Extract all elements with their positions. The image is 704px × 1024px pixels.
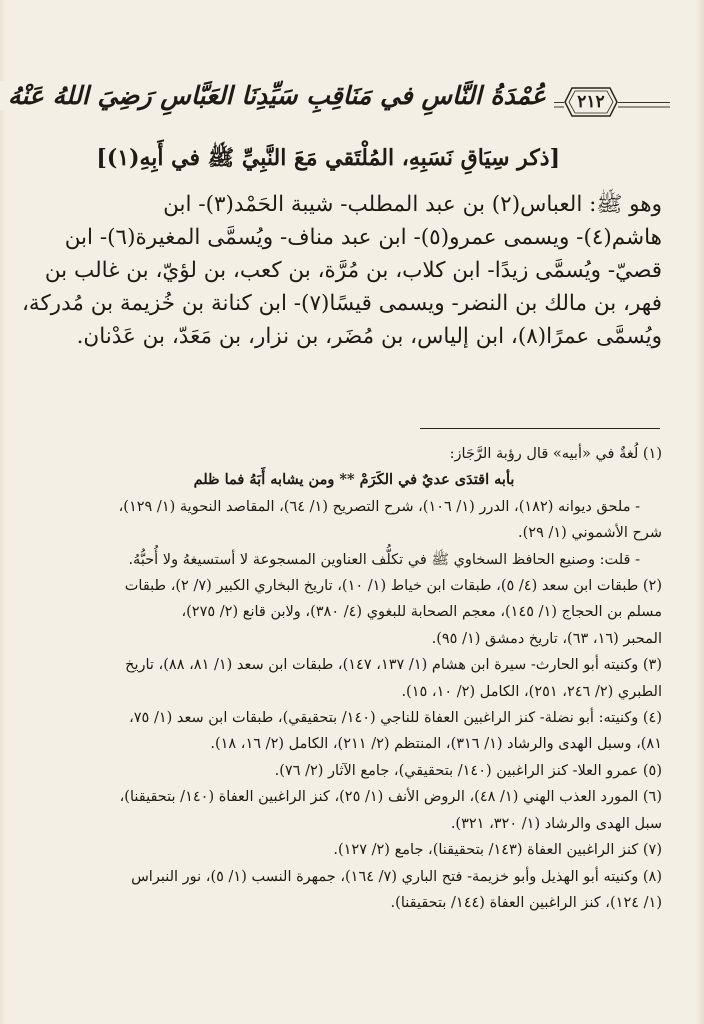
running-title: عُمْدَةُ النَّاسِ في مَنَاقِبِ سَيِّدِنَا العَبَّاسِ رَضِيَ اللهُ عَنْهُ (0, 81, 554, 110)
page-number-frame (564, 86, 618, 118)
footnotes-block (46, 441, 662, 916)
footnote-line: (٤) وكنيته: أبو نضلة- كنز الراغبين العفاة للناجي (١٤٠/ بتحقيقي)، طبقات ابن سعد (١/ ٧٥، (129, 710, 662, 727)
footnote-line: (١/ ١٢٤)، كنز الراغبين العفاة (١٤٤/ بتحقيقنا). (390, 894, 662, 911)
footnote-line: ٨١)، وسبل الهدى والرشاد (١/ ٣١٦)، المنتظم (٢/ ٢١١)، الكامل (٢/ ١٦، ١٨). (210, 736, 662, 753)
section-heading: [ذكر سِيَاقِ نَسَبِهِ، المُلْتَقي مَعَ النَّبِيِّ ﷺ في أَبِهِ(١)] (96, 145, 560, 171)
page-edge-shadow-left (0, 0, 6, 1024)
footnote-line: (٨) وكنيته أبو الهذيل وأبو خزيمة- فتح الباري (٧/ ١٦٤)، جمهرة النسب (١/ ٥)، نور النبراس (131, 868, 662, 885)
footnote-divider (420, 428, 660, 429)
page-header (7, 80, 670, 126)
footnote-line: سبل الهدى والرشاد (١/ ٣٢٠، ٣٢١). (450, 815, 662, 832)
footnote-line: (١) لُغةٌ في «أبيه» قال رؤبة الرَّجَاز: (449, 446, 662, 462)
page-number: ٢١٢ (577, 92, 605, 112)
main-text-block (21, 188, 662, 353)
main-text-line: قصيّ- ويُسمَّى زيدًا- ابن كلاب، بن مُرَّة، بن كعب، بن لؤيّ، بن غالب بن (44, 258, 662, 283)
main-text-line: هاشم(٤)- ويسمى عمرو(٥)- ابن عبد مناف- ويُسمَّى المغيرة(٦)- ابن (64, 225, 662, 250)
footnote-verse: بأبه اقتدَى عديٌ في الكَرَمْ ** ومن يشابه أَبَهُ فما ظلم (193, 471, 515, 489)
footnote-line: مسلم بن الحجاج (١/ ١٤٥)، معجم الصحابة للبغوي (٤/ ٣٨٠)، ولابن قانع (٢/ ٢٧٥)، (181, 604, 662, 621)
main-text-line: فهر، بن مالك بن النضر- ويسمى قيسًا(٧)- ابن كنانة بن خُزيمة بن مُدركة، (21, 291, 662, 316)
main-text-line: وهو ﷺ: العباس(٢) بن عبد المطلب- شيبة الحَمْد(٣)- ابن (163, 192, 662, 217)
main-text-line: ويُسمَّى عمرًا(٨)، ابن إلياس، بن مُضَر، بن نزار، بن مَعَدّ، بن عَدْنان. (76, 324, 662, 349)
footnote-line: (٦) المورد العذب الهني (١/ ٤٨)، الروض الأنف (١/ ٢٥)، كنز الراغبين العفاة (١٤٠/ بتحقيقنا)، (119, 789, 662, 806)
footnote-line: - ملحق ديوانه (١٨٢)، الدرر (١/ ١٠٦)، شرح التصريح (١/ ٦٤)، المقاصد النحوية (١/ ١٢٩)، (118, 498, 640, 515)
footnote-line: (٥) عمرو العلا- كنز الراغبين (١٤٠/ بتحقيقي)، جامع الآثار (٢/ ٧٦). (274, 762, 662, 779)
footnote-line: المحبر (١٦، ٦٣)، تاريخ دمشق (١/ ٩٥). (431, 630, 662, 647)
footnote-line: شرح الأشموني (١/ ٢٩). (518, 525, 662, 542)
page-edge-shadow (696, 0, 704, 1024)
footnote-line: الطبري (٢/ ٢٤٦، ٢٥١)، الكامل (٢/ ١٠، ١٥). (401, 683, 662, 700)
footnote-line: (٢) طبقات ابن سعد (٤/ ٥)، طبقات ابن خياط (١/ ١٠)، تاريخ البخاري الكبير (٧/ ٢)، طبقات (124, 578, 662, 595)
footnote-line: (٣) وكنيته أبو الحارث- سيرة ابن هشام (١/ ١٣٧، ١٤٧)، طبقات ابن سعد (١/ ٨١، ٨٨)، تاريخ (125, 657, 662, 674)
footnote-line: (٧) كنز الراغبين العفاة (١٤٣/ بتحقيقنا)، جامع (٢/ ١٢٧). (333, 842, 662, 859)
footnote-line: - قلت: وصنيع الحافظ السخاوي ﷺ في تكلُّف العناوين المسجوعة لا أستسيغهُ ولا أُحبُّهُ. (128, 551, 640, 568)
